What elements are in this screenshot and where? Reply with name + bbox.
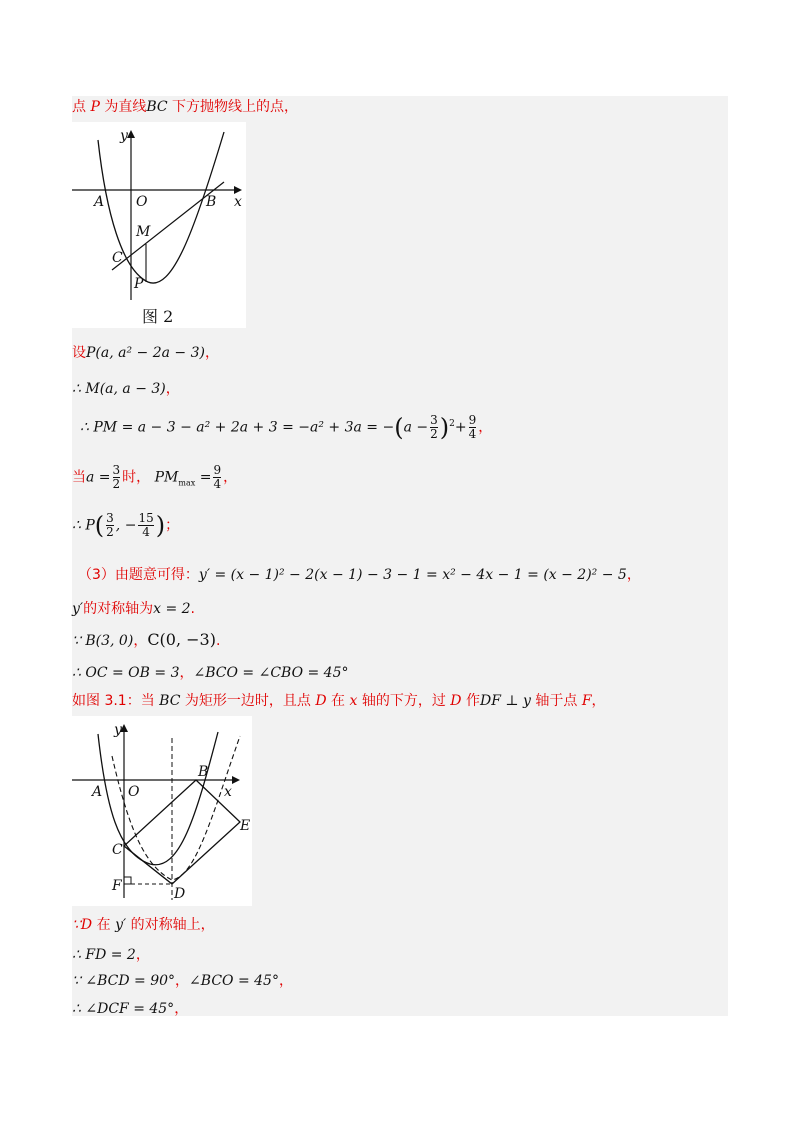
text-fragment: 的对称轴为: [83, 601, 154, 617]
formula: ∠BCO = 45°: [189, 973, 279, 989]
formula: DF ⊥ y: [479, 693, 531, 709]
point-p-label: P: [134, 276, 144, 292]
formula: ∵: [72, 917, 81, 933]
figure-2: [72, 122, 246, 328]
numerator: 3: [112, 463, 121, 477]
text-fragment: 作: [461, 693, 480, 709]
x-axis-label: x: [224, 784, 232, 800]
text-fragment: ，: [174, 1001, 189, 1017]
formula: C(0, −3): [147, 630, 216, 649]
text-fragment: ，: [175, 973, 190, 989]
text-fragment: ，: [223, 469, 238, 486]
point-c-label: C: [112, 842, 123, 858]
denominator: 2: [106, 525, 114, 539]
formula: , −: [115, 517, 137, 534]
text-fragment: ，: [591, 693, 606, 709]
formula: a =: [86, 469, 111, 486]
text-line-when: [72, 464, 237, 491]
numerator: 9: [468, 413, 477, 427]
text-fragment: 时，: [122, 469, 151, 486]
formula: x: [349, 693, 358, 709]
paren-close: ): [439, 413, 450, 442]
fraction: [213, 464, 221, 491]
formula: x = 2: [153, 601, 191, 617]
text-fragment: 轴的下方，过: [357, 693, 451, 709]
paren-close: ): [155, 511, 166, 540]
text-line-intro: [72, 96, 298, 116]
fraction: [106, 512, 114, 539]
text-fragment: 点: [72, 99, 91, 115]
formula: D: [450, 693, 462, 709]
text-line-angles: [72, 970, 293, 990]
formula: ∴ OC = OB = 3: [72, 665, 180, 681]
denominator: 4: [468, 427, 477, 441]
formula: ∠BCO = ∠CBO = 45°: [193, 665, 349, 681]
figure-3-1: [72, 716, 252, 906]
formula: ∵: [72, 973, 81, 989]
formula: F: [581, 693, 592, 709]
text-fragment: ；: [165, 517, 180, 534]
figure-caption: 图 2: [142, 307, 174, 326]
point-m-label: M: [136, 224, 151, 240]
text-fragment: .: [215, 633, 221, 649]
figure-3-1-graph: [72, 716, 252, 906]
text-line-p: [72, 512, 179, 539]
point-p-label: P: [90, 99, 100, 115]
formula: D: [80, 917, 93, 933]
point-a-label: A: [94, 194, 105, 210]
text-fragment: 下方抛物线上的点，: [167, 99, 299, 115]
text-fragment: ，: [179, 665, 194, 681]
text-line-set-p: [72, 342, 219, 362]
formula: ∠BCD = 90°: [85, 973, 176, 989]
point-e-label: E: [240, 818, 251, 834]
text-fragment: 为矩形一边时，且点: [180, 693, 316, 709]
text-line-bc: [72, 630, 220, 650]
point-a-label: A: [92, 784, 103, 800]
fraction: [469, 414, 477, 441]
text-line-fig31: [72, 690, 606, 710]
formula: y′ = (x − 1)² − 2(x − 1) − 3 − 1 = x² − 4x − 1 = (x − 2)² − 5: [198, 567, 627, 583]
point-f-label: F: [112, 878, 122, 894]
denominator: 4: [138, 525, 153, 539]
text-line-oc: [72, 662, 349, 682]
point-c-label: C: [112, 250, 123, 266]
point-b-label: B: [198, 764, 209, 780]
text-fragment: 在: [92, 917, 116, 933]
formula: =: [199, 469, 212, 486]
text-line-axis: [72, 598, 195, 618]
text-fragment: 当: [72, 469, 86, 486]
paren-open: (: [94, 511, 105, 540]
text-fragment: ，: [626, 567, 641, 583]
text-fragment: ，: [478, 419, 493, 436]
point-d-label: D: [174, 886, 186, 902]
formula: B(3, 0): [85, 633, 134, 649]
y-axis-label: y: [114, 722, 122, 738]
formula: PM: [154, 469, 179, 486]
x-axis-label: x: [234, 194, 242, 210]
text-fragment: 轴于点: [530, 693, 582, 709]
text-fragment: ，: [204, 345, 219, 361]
formula: ∴ FD = 2: [72, 947, 136, 963]
text-fragment: ，: [165, 381, 180, 397]
text-line-m: [72, 378, 180, 398]
numerator: 15: [138, 511, 154, 525]
text-fragment: ，: [278, 973, 293, 989]
text-fragment: ，: [133, 633, 148, 649]
formula: y′: [115, 917, 127, 933]
formula: D: [315, 693, 327, 709]
origin-label: O: [136, 194, 148, 210]
formula: y′: [72, 601, 84, 617]
text-line-fd: [72, 944, 150, 964]
denominator: 2: [430, 427, 438, 441]
text-fragment: 设: [72, 345, 86, 361]
denominator: 4: [213, 477, 222, 491]
formula: ∵: [72, 633, 81, 649]
fraction: [138, 512, 153, 539]
text-fragment: （3）由题意可得：: [78, 567, 199, 583]
text-fragment: ，: [135, 947, 150, 963]
formula: ∴ ∠DCF = 45°: [72, 1001, 175, 1017]
fraction: [430, 414, 438, 441]
figure-2-graph: [72, 122, 246, 328]
text-fragment: 为直线: [99, 99, 147, 115]
formula: ∴ PM = a − 3 − a² + 2a + 3 = −a² + 3a = −: [80, 419, 395, 436]
text-fragment: .: [190, 601, 195, 617]
y-axis-label: y: [120, 128, 128, 144]
formula: BC: [159, 693, 181, 709]
text-fragment: 的对称轴上，: [126, 917, 215, 933]
text-line-part-3: [78, 564, 641, 584]
formula: P(a, a² − 2a − 3): [86, 345, 205, 361]
formula: ∴ M(a, a − 3): [72, 381, 166, 397]
exponent: 2: [449, 418, 455, 429]
fraction: [113, 464, 121, 491]
point-b-label: B: [206, 194, 217, 210]
numerator: 3: [106, 511, 114, 525]
text-line-d-axis: [72, 914, 215, 934]
formula: +: [454, 419, 467, 436]
origin-label: O: [128, 784, 140, 800]
formula: ∴ P: [72, 517, 95, 534]
subscript: max: [178, 478, 196, 488]
formula: a −: [403, 419, 429, 436]
text-fragment: 如图 3.1：当: [72, 693, 160, 709]
text-line-dcf: [72, 998, 188, 1018]
numerator: 9: [213, 463, 222, 477]
denominator: 2: [112, 477, 121, 491]
paren-open: (: [394, 413, 404, 442]
line-bc-label: BC: [146, 99, 168, 115]
text-fragment: 在: [326, 693, 350, 709]
text-line-pm: [80, 414, 492, 441]
numerator: 3: [430, 413, 438, 427]
